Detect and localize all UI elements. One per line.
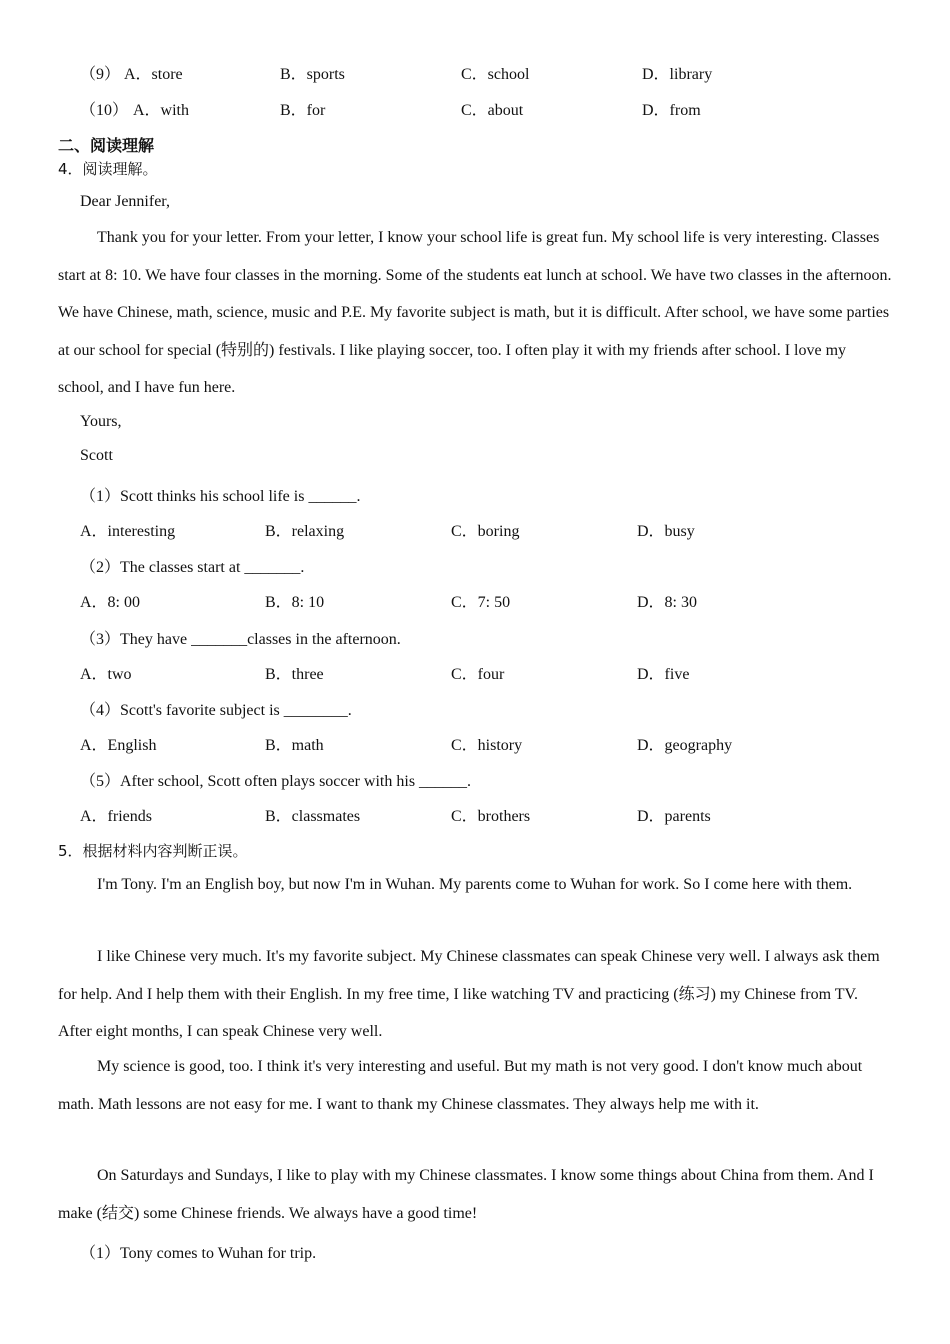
option-d: D．parents	[637, 808, 711, 825]
question-4-label: 4．阅读理解。	[58, 160, 158, 178]
option-a: A．two	[80, 666, 132, 683]
option-a: A．store	[124, 66, 183, 83]
question-stem: （4）Scott's favorite subject is ________.	[80, 702, 352, 719]
question-stem: （2）The classes start at _______.	[80, 559, 305, 576]
option-d: D．busy	[637, 523, 695, 540]
option-b: B．classmates	[265, 808, 361, 825]
passage-paragraph: My science is good, too. I think it's very interesting and useful. But my math is not very good. I don't know much about math. Math lessons are not easy for me. I want to thank my Chinese classmates. They always help me with it.	[58, 1058, 863, 1113]
letter-salutation: Dear Jennifer,	[80, 193, 170, 210]
question-5-label: 5．根据材料内容判断正误。	[58, 842, 248, 860]
option-b: B．math	[265, 737, 324, 754]
option-d: D．geography	[637, 737, 733, 754]
option-b: B．8: 10	[265, 594, 325, 611]
section-title: 二、阅读理解	[58, 136, 155, 155]
option-b: B．sports	[280, 66, 345, 83]
option-c: C．school	[461, 66, 530, 83]
passage-paragraph: I'm Tony. I'm an English boy, but now I'm in Wuhan. My parents come to Wuhan for work. So I come here with them.	[97, 876, 853, 893]
option-a: A．8: 00	[80, 594, 141, 611]
option-a: A．interesting	[80, 523, 176, 540]
option-d: D．five	[637, 666, 690, 683]
question-number: （9）	[80, 66, 121, 83]
question-stem: （1）Tony comes to Wuhan for trip.	[80, 1245, 317, 1262]
letter-closing: Yours,	[80, 413, 122, 430]
option-d: D．from	[642, 102, 701, 119]
option-a: A．friends	[80, 808, 152, 825]
option-b: B．relaxing	[265, 523, 345, 540]
question-stem: （1）Scott thinks his school life is ______.	[80, 488, 361, 505]
option-d: D．8: 30	[637, 594, 698, 611]
question-stem: （5）After school, Scott often plays soccer with his ______.	[80, 773, 472, 790]
option-c: C．about	[461, 102, 524, 119]
option-c: C．history	[451, 737, 523, 754]
letter-body: Thank you for your letter. From your letter, I know your school life is great fun. My school life is very interesting. Classes start at 8: 10. We have four classes in the morning. Some of the students eat lunch at school. We have two classes in the afternoon. We have Chinese, math, science, music and P.E. My favorite subject is math, but it is difficult. After school, we have some parties at our school for special (特别的) festivals. I like playing soccer, too. I often play it with my friends after school. I love my school, and I have fun here.	[58, 229, 892, 396]
passage-paragraph: On Saturdays and Sundays, I like to play with my Chinese classmates. I know some things about China from them. And I make (结交) some Chinese friends. We always have a good time!	[58, 1167, 874, 1222]
option-a: A．with	[133, 102, 190, 119]
option-b: B．for	[280, 102, 326, 119]
option-c: C．7: 50	[451, 594, 511, 611]
question-stem: （3）They have _______classes in the afternoon.	[80, 631, 401, 648]
letter-signature: Scott	[80, 447, 113, 464]
option-a: A．English	[80, 737, 157, 754]
question-number: （10）	[80, 102, 129, 119]
option-c: C．boring	[451, 523, 520, 540]
option-b: B．three	[265, 666, 324, 683]
option-c: C．four	[451, 666, 505, 683]
option-d: D．library	[642, 66, 713, 83]
option-c: C．brothers	[451, 808, 531, 825]
passage-paragraph: I like Chinese very much. It's my favorite subject. My Chinese classmates can speak Chinese very well. I always ask them for help. And I help them with their English. In my free time, I like watching TV and practicing (练习) my Chinese from TV. After eight months, I can speak Chinese very well.	[58, 948, 880, 1040]
